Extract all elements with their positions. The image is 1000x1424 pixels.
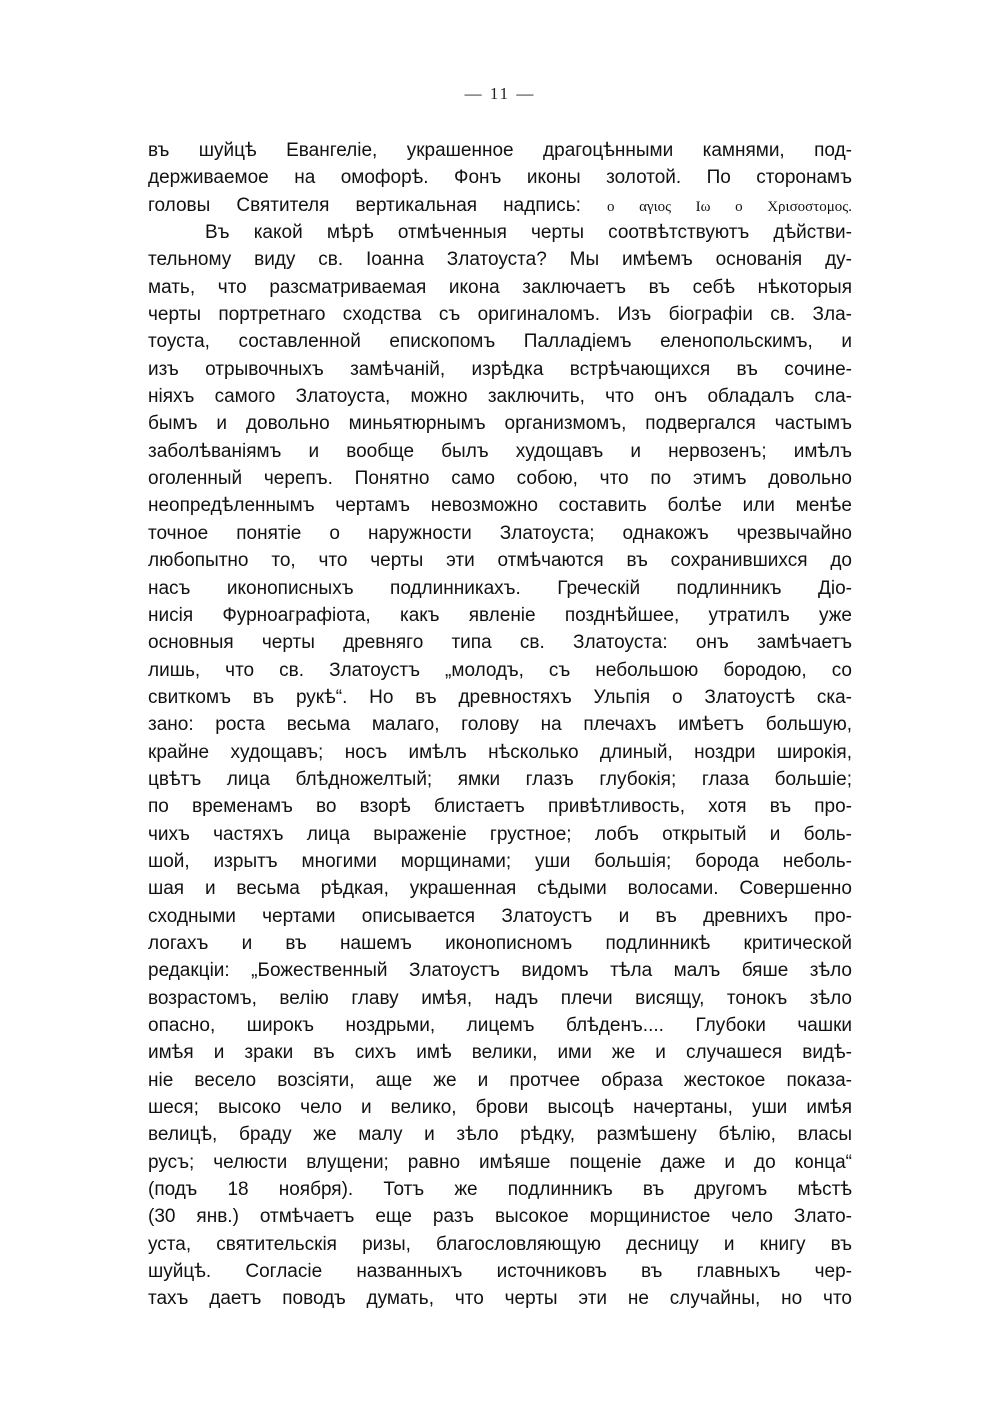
- text-line: нисія Фурноаграфіота, какъ явленіе позднѣйшее, утратилъ уже: [148, 604, 852, 626]
- text-line: (подъ 18 ноября). Тотъ же подлинникъ въ другомъ мѣстѣ: [148, 1179, 852, 1201]
- text-line: оголенный черепъ. Понятно само собою, что по этимъ довольно: [148, 468, 852, 490]
- text-line: держиваемое на омофорѣ. Фонъ иконы золотой. По сторонамъ: [148, 167, 852, 189]
- text-line: бымъ и довольно миньятюрнымъ организмомъ, подвергался частымъ: [148, 413, 852, 435]
- text-line: имѣя и зраки въ сихъ имѣ велики, ими же и случашеся видѣ-: [148, 1042, 852, 1064]
- text-line: сходными чертами описывается Златоустъ и въ древнихъ про-: [148, 905, 852, 927]
- text-line: шой, изрытъ многими морщинами; уши большія; борода неболь-: [148, 850, 852, 872]
- text-line: ніе весело возсіяти, аще же и протчее образа жестокое показа-: [148, 1069, 852, 1091]
- text-line: свиткомъ въ рукѣ“. Но въ древностяхъ Ульпія о Златоустѣ ска-: [148, 686, 852, 708]
- text-line: тахъ даетъ поводъ думать, что черты эти не случайны, но что: [148, 1288, 852, 1310]
- text-line: зано: роста весьма малаго, голову на плечахъ имѣетъ большую,: [148, 714, 852, 736]
- text-line: насъ иконописныхъ подлинникахъ. Греческій подлинникъ Діо-: [148, 577, 852, 599]
- text-line: неопредѣленнымъ чертамъ невозможно составить болѣе или менѣе: [148, 495, 852, 517]
- text-span: головы Святителя вертикальная надпись:: [148, 194, 608, 216]
- text-line: опасно, широкъ ноздрьми, лицемъ блѣденъ.... Глубоки чашки: [148, 1015, 852, 1036]
- text-line: возрастомъ, велію главу имѣя, надъ плечи висящу, тонокъ зѣло: [148, 987, 852, 1009]
- text-line: крайне худощавъ; носъ имѣлъ нѣсколько длиный, ноздри широкія,: [148, 741, 852, 763]
- text-line: въ шуйцѣ Евангеліе, украшенное драгоцѣнными камнями, под-: [148, 140, 852, 161]
- text-line: изъ отрывочныхъ замѣчаній, изрѣдка встрѣчающихся въ сочине-: [148, 358, 852, 380]
- text-line: (30 янв.) отмѣчаетъ еще разъ высокое морщинистое чело Злато-: [148, 1206, 852, 1228]
- text-line: велицѣ, браду же малу и зѣло рѣдку, размѣшену бѣлію, власы: [148, 1124, 852, 1146]
- text-line: лишь, что св. Златоустъ „молодъ, съ небольшою бородою, со: [148, 659, 852, 681]
- greek-inscription: ο αγιος Ιω ο Χρισοστομος.: [607, 198, 852, 215]
- text-line: редакціи: „Божественный Златоустъ видомъ тѣла малъ бяше зѣло: [148, 960, 852, 982]
- text-line: точное понятіе о наружности Златоуста; однакожъ чрезвычайно: [148, 522, 852, 544]
- text-line: тельному виду св. Іоанна Златоуста? Мы имѣемъ основанія ду-: [148, 249, 852, 271]
- text-line: уста, святительскія ризы, благословляющую десницу и книгу въ: [148, 1233, 852, 1255]
- text-line: любопытно то, что черты эти отмѣчаются въ сохранившихся до: [148, 550, 852, 572]
- text-line: шая и весьма рѣдкая, украшенная сѣдыми волосами. Совершенно: [148, 878, 852, 900]
- text-line: мать, что разсматриваемая икона заключаетъ въ себѣ нѣкоторыя: [148, 276, 852, 298]
- text-line: шуйцѣ. Согласіе названныхъ источниковъ въ главныхъ чер-: [148, 1261, 852, 1283]
- text-line: шеся; высоко чело и велико, брови высоцѣ начертаны, уши имѣя: [148, 1097, 852, 1119]
- text-line: по временамъ во взорѣ блистаетъ привѣтливость, хотя въ про-: [148, 796, 852, 818]
- text-line: заболѣваніямъ и вообще былъ худощавъ и нервозенъ; имѣлъ: [148, 440, 852, 462]
- paragraph-start-line: Въ какой мѣрѣ отмѣченныя черты соотвѣтствуютъ дѣйстви-: [205, 222, 852, 244]
- text-line: черты портретнаго сходства съ оригиналомъ. Изъ біографіи св. Зла-: [148, 304, 852, 326]
- body-text: [148, 137, 852, 1313]
- text-line-with-greek-inscription: [148, 192, 852, 219]
- text-line: русъ; челюсти влущени; равно имѣяше пощеніе даже и до конца“: [148, 1151, 852, 1173]
- text-line: ніяхъ самого Златоуста, можно заключить, что онъ обладалъ сла-: [148, 386, 852, 408]
- text-line: основныя черты древняго типа св. Златоуста: онъ замѣчаетъ: [148, 632, 852, 654]
- page-number: — 11 —: [464, 84, 536, 103]
- text-line: тоуста, составленной епископомъ Палладіемъ еленопольскимъ, и: [148, 331, 852, 353]
- text-line: цвѣтъ лица блѣдножелтый; ямки глазъ глубокія; глаза большіе;: [148, 768, 852, 790]
- text-line: чихъ частяхъ лица выраженіе грустное; лобъ открытый и боль-: [148, 823, 852, 845]
- text-line: логахъ и въ нашемъ иконописномъ подлинникѣ критической: [148, 932, 852, 954]
